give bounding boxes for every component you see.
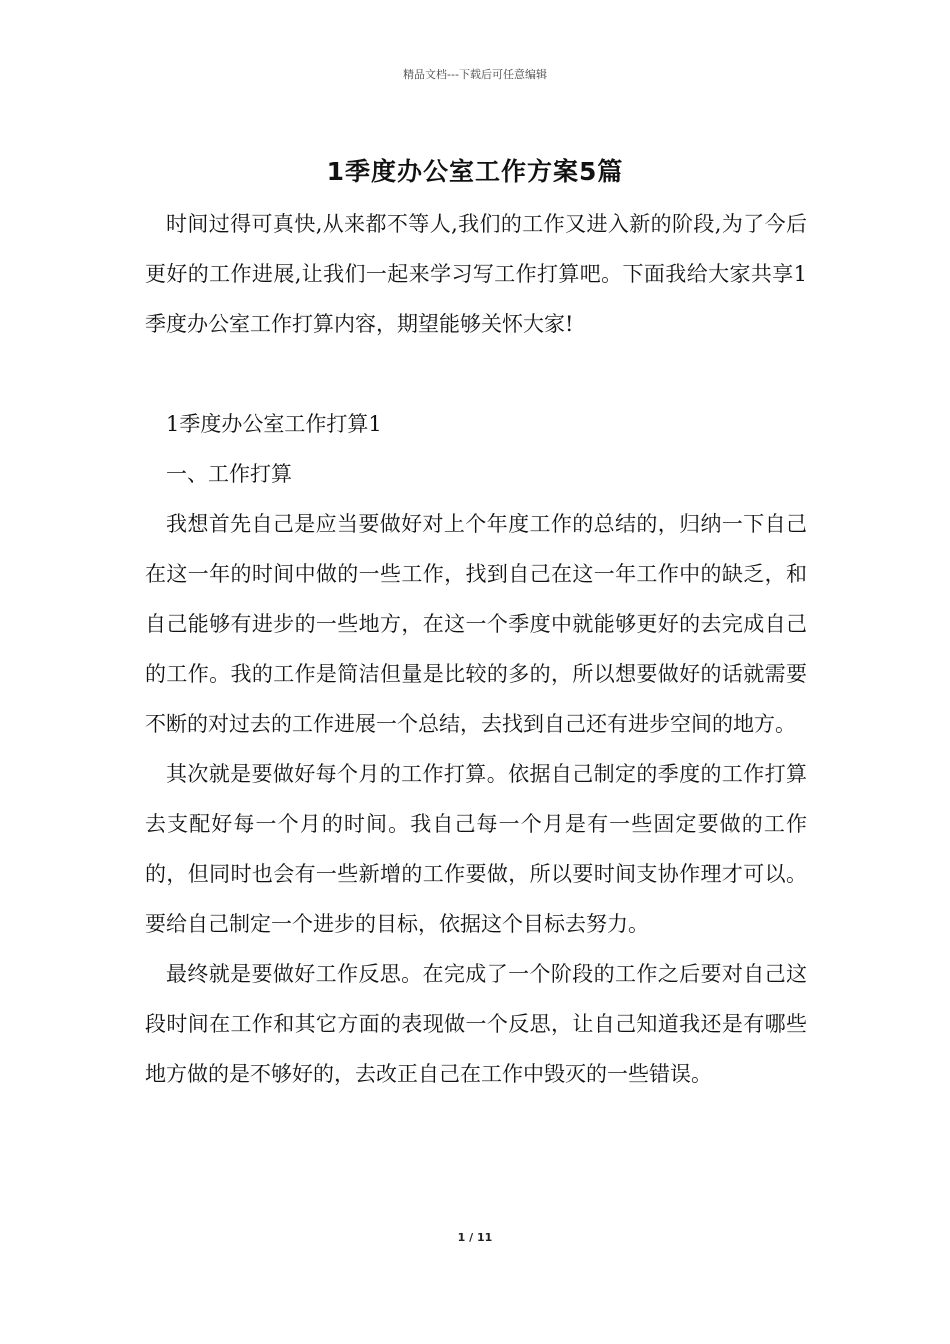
sub-heading: 一、工作打算 xyxy=(166,462,292,486)
body-paragraph: 其次就是要做好每个月的工作打算。依据自己制定的季度的工作打算去支配好每一个月的时间。我自己每一个月是有一些固定要做的工作的，但同时也会有一些新增的工作要做，所以要时间支协作理才可以。要给自己制定一个进步的目标，依据这个目标去努力。 xyxy=(145,762,807,936)
paragraph-spacer xyxy=(145,349,807,399)
intro-paragraph: 时间过得可真快,从来都不等人,我们的工作又进入新的阶段,为了今后更好的工作进展,让我们一起来学习写工作打算吧。下面我给大家共享1季度办公室工作打算内容，期望能够关怀大家! xyxy=(145,212,807,336)
document-title: 1季度办公室工作方案5篇 xyxy=(326,157,624,186)
body-paragraph: 我想首先自己是应当要做好对上个年度工作的总结的，归纳一下自己在这一年的时间中做的一些工作，找到自己在这一年工作中的缺乏，和自己能够有进步的一些地方，在这一个季度中就能够更好的去完成自己的工作。我的工作是简洁但量是比较的多的，所以想要做好的话就需要不断的对过去的工作进展一个总结，去找到自己还有进步空间的地方。 xyxy=(145,512,807,736)
page-header: 精品文档---下载后可任意编辑 xyxy=(403,68,547,81)
body-paragraph: 最终就是要做好工作反思。在完成了一个阶段的工作之后要对自己这段时间在工作和其它方面的表现做一个反思，让自己知道我还是有哪些地方做的是不够好的，去改正自己在工作中毁灭的一些错误。 xyxy=(145,962,807,1086)
document-body xyxy=(145,199,807,1099)
section-heading: 1季度办公室工作打算1 xyxy=(166,412,382,436)
page-indicator: 1 / 11 xyxy=(457,1231,493,1244)
